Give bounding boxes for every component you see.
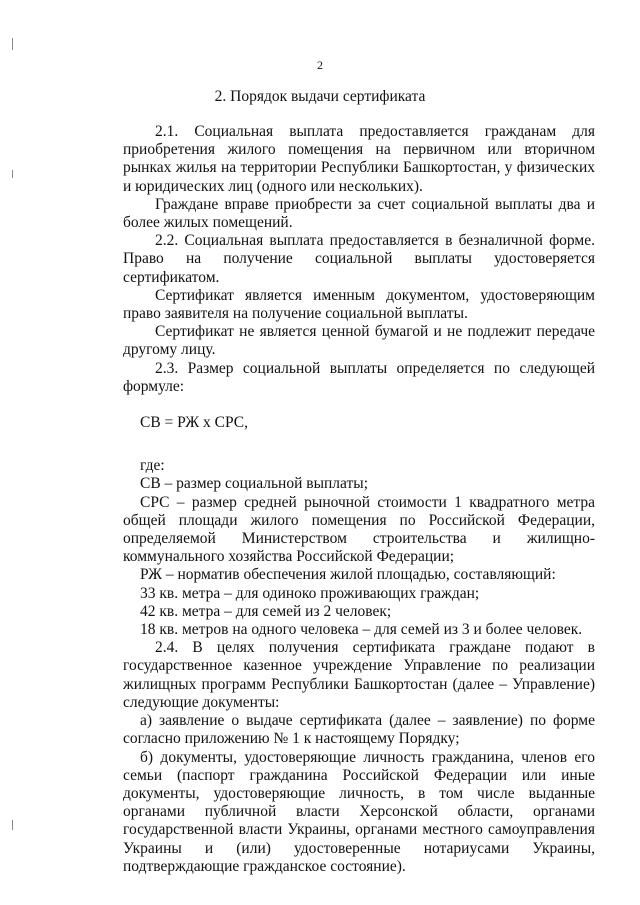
document-item-a: а) заявление о выдаче сертификата (далее – заявление) по форме согласно приложению № 1 к настоящему Порядку; [123,712,595,748]
definition-sv: СВ – размер социальной выплаты; [140,475,369,493]
paragraph-2-4: 2.4. В целях получения сертификата граждане подают в государственное казенное учреждение Управление по реализации жилищных программ Республики Башкортостан (далее – Управление) следующие документы: [123,639,595,711]
paragraph-certificate-not-security: Сертификат не является ценной бумагой и не подлежит передаче другому лицу. [123,323,595,359]
margin-mark-middle [12,170,13,178]
margin-mark-bottom [12,820,13,830]
definition-rzh: РЖ – норматив обеспечения жилой площадью, составляющий: [140,566,556,584]
paragraph-citizens-right: Граждане вправе приобрести за счет социальной выплаты два и более жилых помещений. [123,195,595,232]
margin-mark-top [12,38,13,50]
paragraph-certificate-named: Сертификат является именным документом, удостоверяющим право заявителя на получение социальной выплаты. [123,286,595,323]
formula: СВ = РЖ х СРС, [140,414,248,432]
definition-srs: СРС – размер средней рыночной стоимости 1 квадратного метра общей площади жилого помещения по Российской Федерации, определяемой Министерством строительства и жилищно-коммунального хозяйства Российской Федерации; [123,493,595,566]
paragraph-2-2: 2.2. Социальная выплата предоставляется в безналичной форме. Право на получение социальной выплаты удостоверяется сертификатом. [123,232,595,286]
section-heading: 2. Порядок выдачи сертификата [214,88,426,105]
paragraph-2-1: 2.1. Социальная выплата предоставляется гражданам для приобретения жилого помещения на первичном или вторичном рынках жилья на территории Республики Башкортостан, у физических и юридических лиц (одного или нескольких). [123,123,595,195]
norm-two-persons: 42 кв. метра – для семей из 2 человек; [140,602,392,620]
document-item-b: б) документы, удостоверяющие личность гражданина, членов его семьи (паспорт гражданина Российской Федерации или иные документы, удостоверяющие личность, в том числе выданные органами публичной власти Херсонской области, органами государственной власти Украины, органами местного самоуправления Украины и (или) удостоверенные нотариусами Украины, подтверждающие гражданское состояние). [123,748,595,875]
paragraph-2-3: 2.3. Размер социальной выплаты определяется по следующей формуле: [123,359,595,395]
document-body [123,123,595,876]
page-number: 2 [317,58,323,72]
norm-single: 33 кв. метра – для одиноко проживающих граждан; [140,584,480,602]
where-label: где: [140,457,165,475]
norm-three-plus: 18 кв. метров на одного человека – для семей из 3 и более человек. [140,621,583,639]
